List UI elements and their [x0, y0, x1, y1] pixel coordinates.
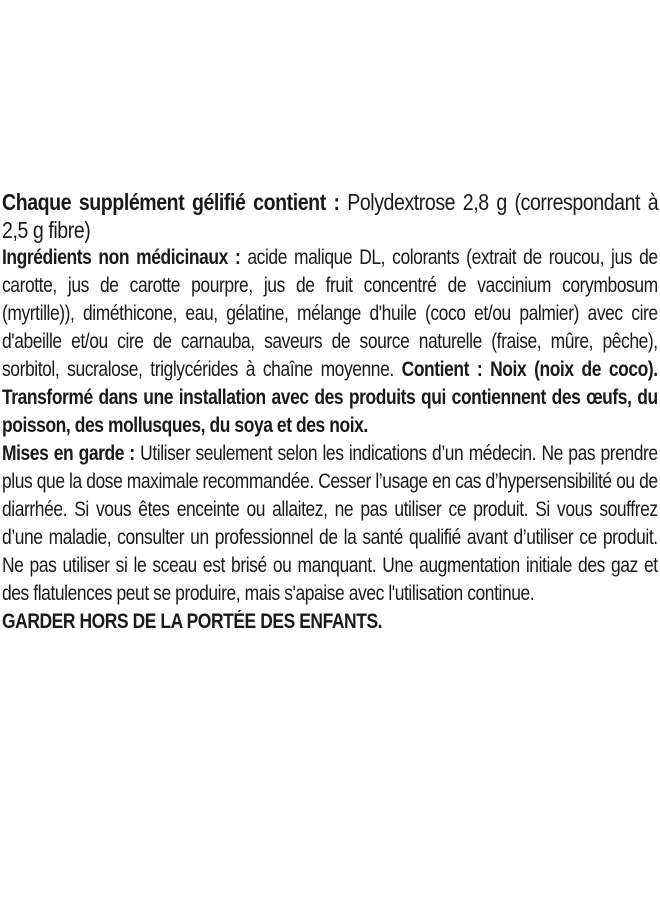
warnings-heading: Mises en garde : [2, 442, 135, 465]
product-label-text [2, 188, 658, 636]
serving-statement [2, 188, 658, 244]
ingredients-paragraph [2, 244, 658, 440]
serving-text: Polydextrose 2,8 g (correspondant à 2,5 g fibre) [2, 189, 659, 243]
keep-away-warning: GARDER HORS DE LA PORTÉE DES ENFANTS. [2, 610, 383, 633]
serving-heading: Chaque supplément gélifié contient : [2, 189, 340, 215]
ingredients-heading: Ingrédients non médicinaux : [2, 246, 241, 269]
warnings-paragraph [2, 440, 658, 608]
ingredients-text: acide malique DL, colorants (extrait de roucou, jus de carotte, jus de carotte pourpre, jus de fruit concentré de vaccinium corymbosum (myrtille)), diméthicone, eau, gélatine, mélange d'huile (coco et/ou palmier) avec cire d'abeille et/ou cire de carnauba, saveurs de source naturelle (fraise, mûre, pêche), sorbitol, sucralose, triglycérides à chaîne moyenne. [2, 246, 658, 381]
allergen-statement: Contient : Noix (noix de coco). Transformé dans une installation avec des produits qui contiennent des œufs, du poisson, des mollusques, du soya et des noix. [2, 358, 658, 437]
warnings-text: Utiliser seulement selon les indications d’un médecin. Ne pas prendre plus que la dose maximale recommandée. Cesser l’usage en cas d’hypersensibilité ou de diarrhée. Si vous êtes enceinte ou allaitez, ne pas utiliser ce produit. Si vous souffrez d’une maladie, consulter un professionnel de la santé qualifié avant d’utiliser ce produit. Ne pas utiliser si le sceau est brisé ou manquant. Une augmentation initiale des gaz et des flatulences peut se produire, mais s'apaise avec l'utilisation continue. [2, 442, 658, 605]
